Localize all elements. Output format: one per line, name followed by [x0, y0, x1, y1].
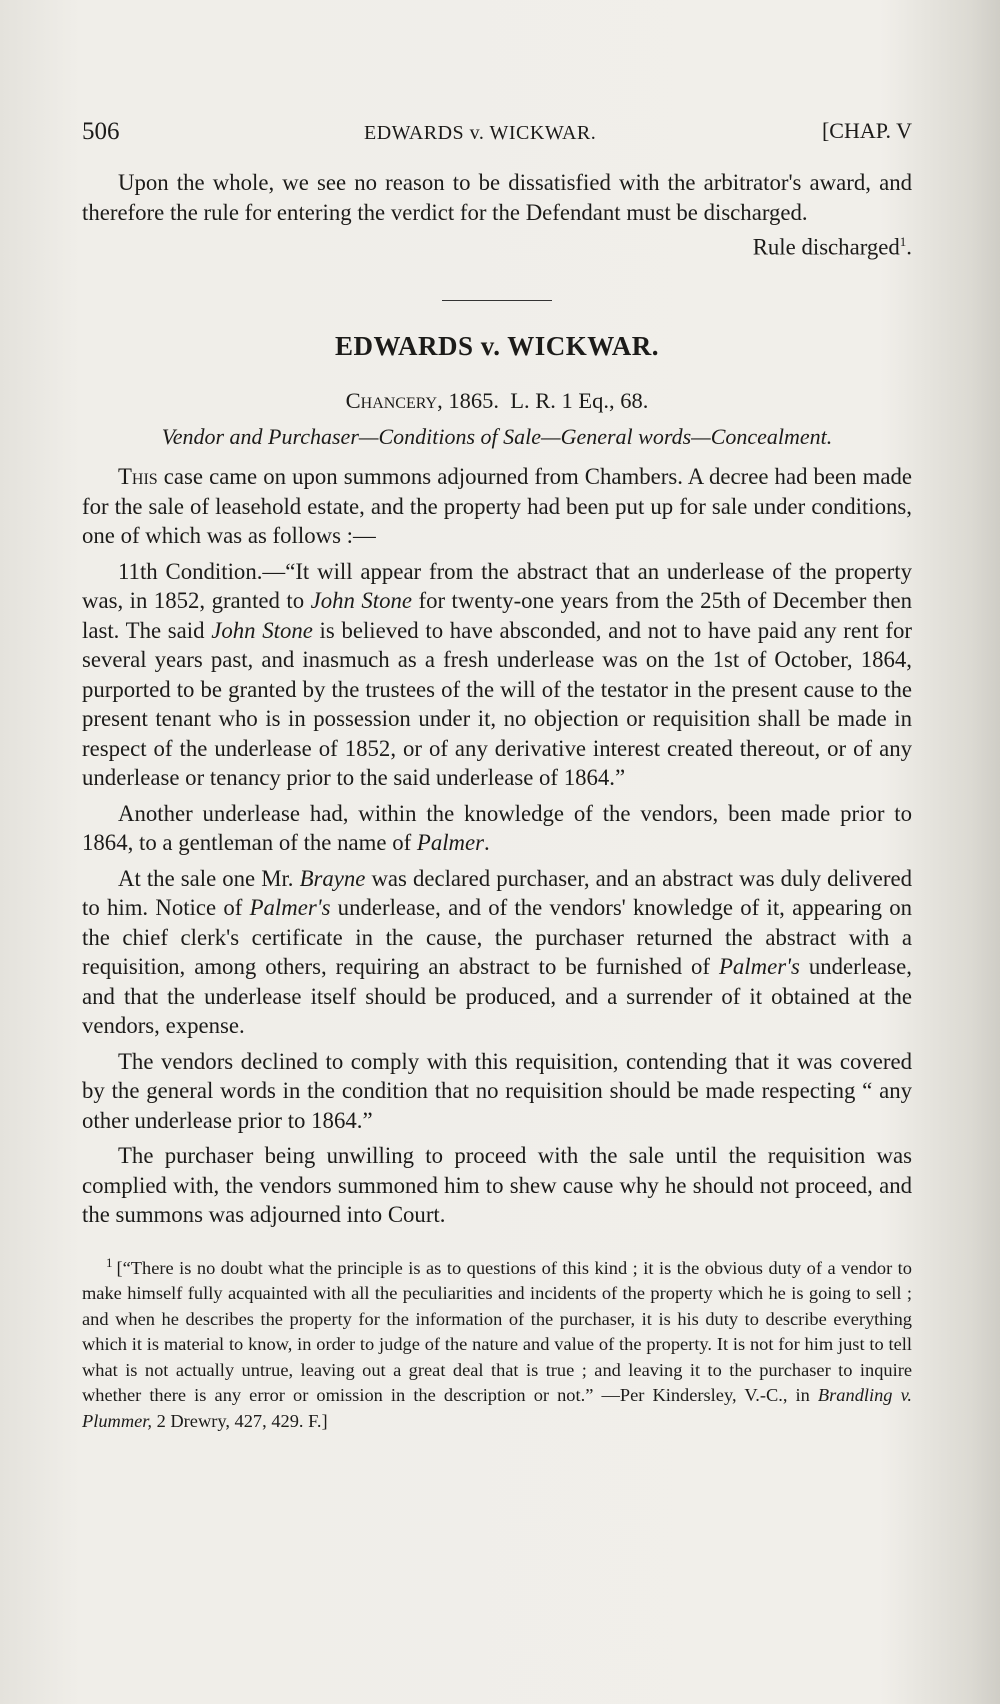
- party-name: Brayne: [299, 865, 366, 891]
- running-head: [82, 112, 912, 152]
- previous-case-disposition: [82, 227, 912, 262]
- previous-case-closing-paragraph: Upon the whole, we see no reason to be dissatisfied with the arbitrator's award, and therefore the rule for entering the verdict for the Defendant must be discharged.: [82, 170, 912, 225]
- condition-text-c: is believed to have absconded, and not to have paid any rent for several years past, and inasmuch as a fresh underlease was on the 1st of October, 1864, purported to be granted by the trustees of the will of the testator in the present cause to the present tenant who is in possession under it, no objection or requisition shall be made in respect of the underlease of 1852, or of any derivative interest created thereout, or of any underlease or tenancy prior to the said underlease of 1864.”: [82, 617, 912, 791]
- law-report-reference: L. R. 1 Eq., 68.: [510, 388, 649, 414]
- footnote-text-b: 2 Drewry, 427, 429. F.]: [151, 1410, 328, 1431]
- running-title: EDWARDS v. WICKWAR.: [364, 122, 597, 144]
- chapter-marker: [CHAP. V: [821, 118, 912, 143]
- section-divider: [442, 300, 552, 301]
- sale-text-a: At the sale one Mr.: [118, 865, 300, 891]
- paragraph-summons: The purchaser being unwilling to proceed with the sale until the requisition was complied with, the vendors summoned him to shew cause why he should not proceed, and the summons was adjourned into Court.: [82, 1143, 912, 1228]
- court-name: Chancery: [345, 388, 438, 414]
- case-citation: Chancery, 1865. L. R. 1 Eq., 68.: [345, 388, 649, 414]
- paragraph-condition: [82, 557, 912, 793]
- case-headnote: Vendor and Purchaser—Conditions of Sale—General words—Concealment.: [161, 424, 833, 450]
- footnote: [82, 1250, 912, 1435]
- party-name: Palmer's: [249, 895, 331, 921]
- footnote-mark: 1: [106, 1254, 113, 1270]
- paragraph-sale: [82, 864, 912, 1041]
- footnote-reference[interactable]: 1: [899, 234, 907, 249]
- sale-text-b: was declared purchaser, and an abstract was duly delivered to him. Notice of: [82, 865, 912, 921]
- condition-text-a: 11th Condition.—“It will appear from the abstract that an underlease of the property was, in 1852, granted to: [82, 558, 912, 614]
- disposition-end: .: [906, 234, 912, 260]
- cited-case-name: Brandling v. Plummer,: [82, 1385, 912, 1431]
- party-name: Palmer: [416, 830, 485, 856]
- paragraph-facts-text: case came on upon summons adjourned from Chambers. A decree had been made for the sale of leasehold estate, and the property had been put up for sale under conditions, one of which was as follows :—: [82, 464, 912, 549]
- paragraph-vendors-decline: The vendors declined to comply with this requisition, contending that it was covered by the general words in the condition that no requisition should be made respecting “ any other underlease prior to 1864.”: [82, 1048, 912, 1133]
- sentence-end: .: [484, 830, 490, 856]
- page-content: [82, 112, 912, 1434]
- paragraph-other-underlease: [82, 799, 912, 858]
- underlease-text: Another underlease had, within the knowledge of the vendors, been made prior to 1864, to a gentleman of the name of: [82, 800, 912, 856]
- party-name: John Stone: [310, 588, 413, 614]
- opening-word: This: [118, 464, 158, 490]
- case-year: 1865.: [448, 388, 499, 414]
- sale-text-c: underlease, and of the vendors' knowledge of it, appearing on the chief clerk's certificate in the cause, the purchaser returned the abstract with a requisition, among others, requiring an abstract to be furnished of: [82, 895, 912, 980]
- sale-text-d: underlease, and that the underlease itself should be produced, and a surrender of it obtained at the vendors, expense.: [82, 954, 912, 1039]
- footnote-text-a: [“There is no doubt what the principle is as to questions of this kind ; it is the obvious duty of a vendor to make himself fully acquainted with all the peculiarities and incidents of the property which he is going to sell ; and when he describes the property for the information of the purchaser, it is his duty to describe everything which it is material to know, in order to judge of the nature and value of the property. It is not for him just to tell what is not actually untrue, leaving out a great deal that is true ; and leaving it to the purchaser to inquire whether there is any error or omission in the description or not.” —Per Kindersley, V.-C., in: [82, 1257, 912, 1406]
- page-number: 506: [82, 118, 120, 145]
- case-title: EDWARDS v. WICKWAR.: [334, 331, 660, 362]
- disposition-text: Rule discharged: [752, 234, 900, 260]
- party-name: Palmer's: [718, 954, 800, 980]
- condition-text-b: for twenty-one years from the 25th of December then last. The said: [82, 588, 912, 643]
- paragraph-facts: [82, 462, 912, 551]
- party-name: John Stone: [211, 617, 313, 643]
